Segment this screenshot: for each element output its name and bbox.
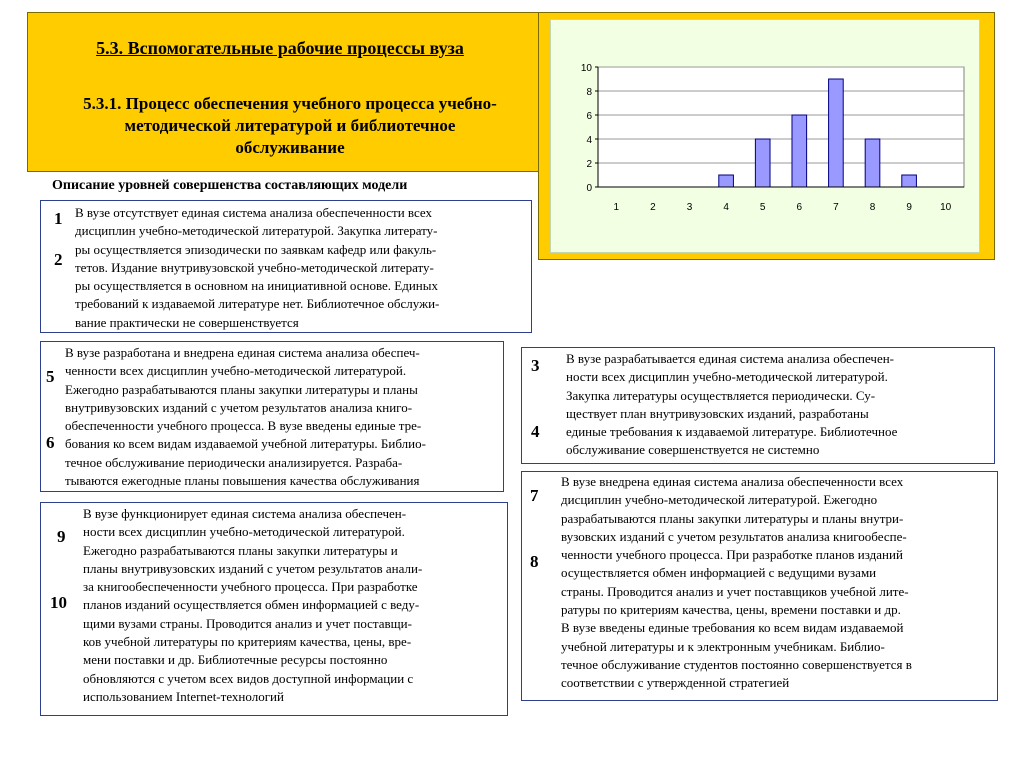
plot-area [598,67,964,187]
text-line: вание практически не совершенствуется [75,314,299,330]
x-tick-label: 3 [686,202,693,213]
text-line: соответствии с утвержденной стратегией [561,675,790,691]
text-line: требований к издаваемой литературе нет. Библиотечное обслужи- [75,296,440,312]
level-number: 4 [531,422,540,441]
text-line: ности всех дисциплин учебно-методической литературой. [566,369,888,385]
x-tick-label: 9 [906,202,912,213]
text-line: мени поставки и др. Библиотечные ресурсы постоянно [83,652,388,668]
text-line: вузовских изданий с учетом результатов анализа книгообеспе- [561,528,907,544]
text-line: течное обслуживание студентов постоянно совершенствуется в [561,656,912,672]
text-line: ности всех дисциплин учебно-методической литературой. [83,524,405,540]
x-tick-label: 5 [759,202,766,213]
description-heading: Описание уровней совершенства составляющих модели [52,178,408,193]
level-description [65,344,426,490]
level-number: 2 [54,250,63,269]
text-line: планов изданий осуществляется обмен информацией с веду- [83,597,420,613]
text-line: Ежегодно разрабатываются планы закупки литературы и планы [65,381,418,397]
text-line: ченности учебного процесса. При разработке планов изданий [561,547,903,563]
text-line: В вузе введены единые требования ко всем видам издаваемой [561,620,904,636]
text-line: ков учебной литературы по критериям качества, цены, вре- [83,634,412,650]
level-box-1-2 [40,200,532,333]
level-number: 9 [57,527,66,546]
text-line: Закупка литературы осуществляется периодически. Су- [566,387,876,403]
text-line: страны. Проводится анализ и учет поставщиков учебной лите- [561,583,909,599]
text-line: В вузе функционирует единая система анализа обеспечен- [83,506,407,521]
y-tick-label: 6 [586,111,592,122]
x-tick-label: 1 [613,202,620,213]
level-box-7-8 [521,471,998,701]
x-tick-label: 10 [940,202,952,213]
bar [755,139,770,187]
text-line: ратуры по критериям качества, цены, времени поставки и др. [561,602,901,618]
text-line: В вузе внедрена единая система анализа обеспеченности всех [561,474,904,489]
level-number: 3 [531,356,540,375]
level-box-9-10 [40,502,508,716]
text-line: Ежегодно разрабатываются планы закупки литературы и [83,542,398,558]
text-line: использованием Internet-технологий [83,688,284,704]
level-description [561,473,912,693]
text-line: В вузе отсутствует единая система анализа обеспеченности всех [75,205,432,220]
text-line: планы внутривузовских изданий с учетом результатов анали- [83,560,423,576]
subtitle-line: обслуживание [235,138,345,157]
x-tick-label: 6 [796,202,803,213]
text-line: ченности всех дисциплин учебно-методической литературой. [65,363,407,379]
level-description [75,204,439,332]
bar [792,115,807,187]
level-box-3-4 [521,347,995,464]
text-line: обеспеченности учебного процесса. В вузе введены единые тре- [65,418,422,434]
level-number: 1 [54,209,63,228]
text-line: обслуживание совершенствуется не системно [566,442,820,458]
text-line: ществует план внутривузовских изданий, разработаны [566,405,869,421]
level-description [566,350,897,460]
text-line: течное обслуживание периодически анализируется. Разраба- [65,454,403,470]
text-line: ры осуществляется в основном на инициативной основе. Единых [75,278,438,294]
bar [829,79,844,187]
page-title: 5.3. Вспомогательные рабочие процессы вуза [96,38,464,58]
y-tick-label: 8 [586,87,592,98]
x-tick-label: 8 [869,202,876,213]
text-line: за книгообеспеченности учебного процесса. При разработке [83,579,418,595]
text-line: дисциплин учебно-методической литературой. Ежегодно [561,492,878,508]
text-line: тываются ежегодные планы повышения качества обслуживания [65,473,420,489]
level-number: 10 [50,593,67,612]
y-tick-label: 4 [586,135,592,146]
text-line: дисциплин учебно-методической литературой. Закупка литерату- [75,223,438,239]
level-number: 7 [530,486,539,505]
text-line: бования ко всем видам издаваемой учебной литературы. Библио- [65,436,426,452]
x-tick-label: 7 [833,202,839,213]
level-number: 6 [46,433,55,452]
text-line: разрабатываются планы закупки литературы и планы внутри- [561,510,904,526]
text-line: внутривузовских изданий с учетом результатов анализа книго- [65,399,413,415]
text-line: В вузе разрабатывается единая система анализа обеспечен- [566,351,895,366]
text-line: тетов. Издание внутривузовской учебно-методической литерату- [75,259,434,275]
level-number: 8 [530,552,539,571]
y-tick-label: 2 [586,159,592,170]
bar-chart [550,19,980,253]
text-line: учебной литературы и к электронным учебникам. Библио- [561,638,885,654]
subtitle-line: 5.3.1. Процесс обеспечения учебного процесса учебно- [83,94,497,113]
text-line: обновляются с учетом всех видов доступной информации с [83,670,414,686]
bar [719,175,734,187]
text-line: щими вузами страны. Проводится анализ и учет поставщи- [83,615,412,631]
level-box-5-6 [40,341,504,492]
subtitle-line: методической литературой и библиотечное [124,116,456,135]
bar [865,139,880,187]
text-line: В вузе разработана и внедрена единая система анализа обеспеч- [65,345,420,360]
section-subtitle [40,93,540,159]
x-tick-label: 2 [650,202,656,213]
y-tick-label: 10 [580,63,592,74]
text-line: единые требования к издаваемой литературе. Библиотечное [566,424,898,440]
text-line: осуществляется обмен информацией с ведущими вузами [561,565,877,581]
x-tick-label: 4 [723,202,729,213]
y-tick-label: 0 [586,183,592,194]
text-line: ры осуществляется эпизодически по заявкам кафедр или факуль- [75,241,437,257]
level-description [83,505,422,706]
bar [902,175,917,187]
level-number: 5 [46,367,55,386]
